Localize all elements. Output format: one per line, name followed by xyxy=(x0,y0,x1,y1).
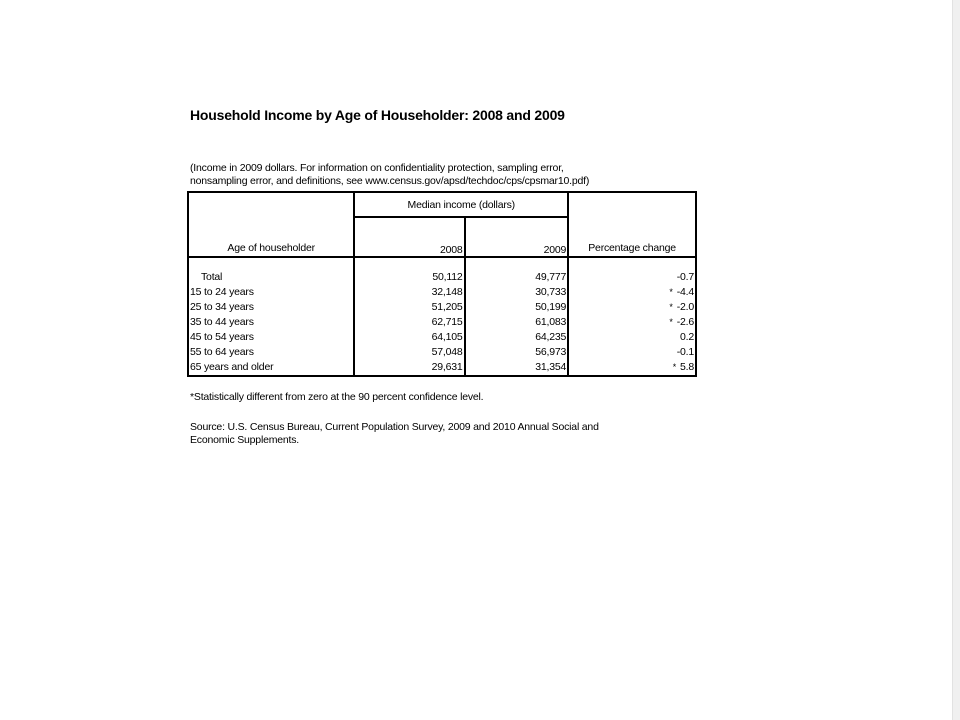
table-note xyxy=(190,162,589,188)
cell-age: 65 years and older xyxy=(188,360,354,376)
table-spacer-row xyxy=(188,257,696,270)
cell-age: 45 to 54 years xyxy=(188,330,354,345)
cell-2009: 31,354 xyxy=(465,360,569,376)
cell-age: 15 to 24 years xyxy=(188,285,354,300)
significance-marker: * xyxy=(669,317,673,327)
percentage-value: -2.0 xyxy=(676,301,694,313)
cell-percentage-change xyxy=(568,360,696,376)
cell-age: 35 to 44 years xyxy=(188,315,354,330)
cell-percentage-change xyxy=(568,345,696,360)
cell-2008: 50,112 xyxy=(432,271,463,283)
percentage-value: 5.8 xyxy=(680,361,694,373)
table-row xyxy=(188,360,696,376)
table-row xyxy=(188,300,696,315)
header-percentage-change: Percentage change xyxy=(568,192,696,257)
page-edge-scrollbar xyxy=(952,0,960,720)
cell-2009: 30,733 xyxy=(465,285,569,300)
table-row xyxy=(188,270,696,285)
income-table xyxy=(187,191,697,377)
percentage-value: -0.7 xyxy=(676,271,694,283)
source-line-1: Source: U.S. Census Bureau, Current Population Survey, 2009 and 2010 Annual Social and xyxy=(190,421,599,433)
significance-marker: * xyxy=(669,302,673,312)
cell-percentage-change xyxy=(568,315,696,330)
table-group-header-row xyxy=(188,192,696,217)
cell-2008: 62,715 xyxy=(431,316,463,328)
table-row xyxy=(188,315,696,330)
cell-2009: 61,083 xyxy=(465,315,569,330)
cell-2008: 57,048 xyxy=(431,346,463,358)
cell-2009: 64,235 xyxy=(465,330,569,345)
header-age: Age of householder xyxy=(188,192,354,257)
cell-2009: 50,199 xyxy=(465,300,569,315)
cell-percentage-change xyxy=(568,300,696,315)
note-line-2: nonsampling error, and definitions, see www.census.gov/apsd/techdoc/cps/cpsmar10.pdf) xyxy=(190,175,590,187)
cell-percentage-change xyxy=(568,285,696,300)
percentage-value: 0.2 xyxy=(680,331,694,343)
cell-age: Total xyxy=(188,270,354,285)
source-note xyxy=(190,421,599,447)
significance-marker: * xyxy=(672,362,676,372)
percentage-value: -0.1 xyxy=(676,346,694,358)
note-line-1: (Income in 2009 dollars. For information on confidentiality protection, sampling error, xyxy=(190,162,564,174)
cell-2009: 49,777 xyxy=(465,270,569,285)
cell-2008: 32,148 xyxy=(431,286,463,298)
percentage-value: -4.4 xyxy=(676,286,694,298)
cell-2008: 51,205 xyxy=(431,301,463,313)
table-row xyxy=(188,285,696,300)
page-title: Household Income by Age of Householder: 2008 and 2009 xyxy=(190,107,565,123)
cell-2008: 29,631 xyxy=(431,361,463,373)
cell-percentage-change xyxy=(568,270,696,285)
header-2008: 2008 xyxy=(354,217,464,257)
cell-2008: 64,105 xyxy=(431,331,463,343)
header-2009: 2009 xyxy=(465,217,569,257)
cell-percentage-change xyxy=(568,330,696,345)
cell-age: 55 to 64 years xyxy=(188,345,354,360)
footnote: *Statistically different from zero at the 90 percent confidence level. xyxy=(190,391,484,403)
cell-age: 25 to 34 years xyxy=(188,300,354,315)
source-line-2: Economic Supplements. xyxy=(190,434,300,446)
table-row xyxy=(188,330,696,345)
table-body xyxy=(188,270,696,376)
significance-marker: * xyxy=(669,287,673,297)
percentage-value: -2.6 xyxy=(676,316,694,328)
table-row xyxy=(188,345,696,360)
header-median-income: Median income (dollars) xyxy=(354,192,568,217)
cell-2009: 56,973 xyxy=(465,345,569,360)
